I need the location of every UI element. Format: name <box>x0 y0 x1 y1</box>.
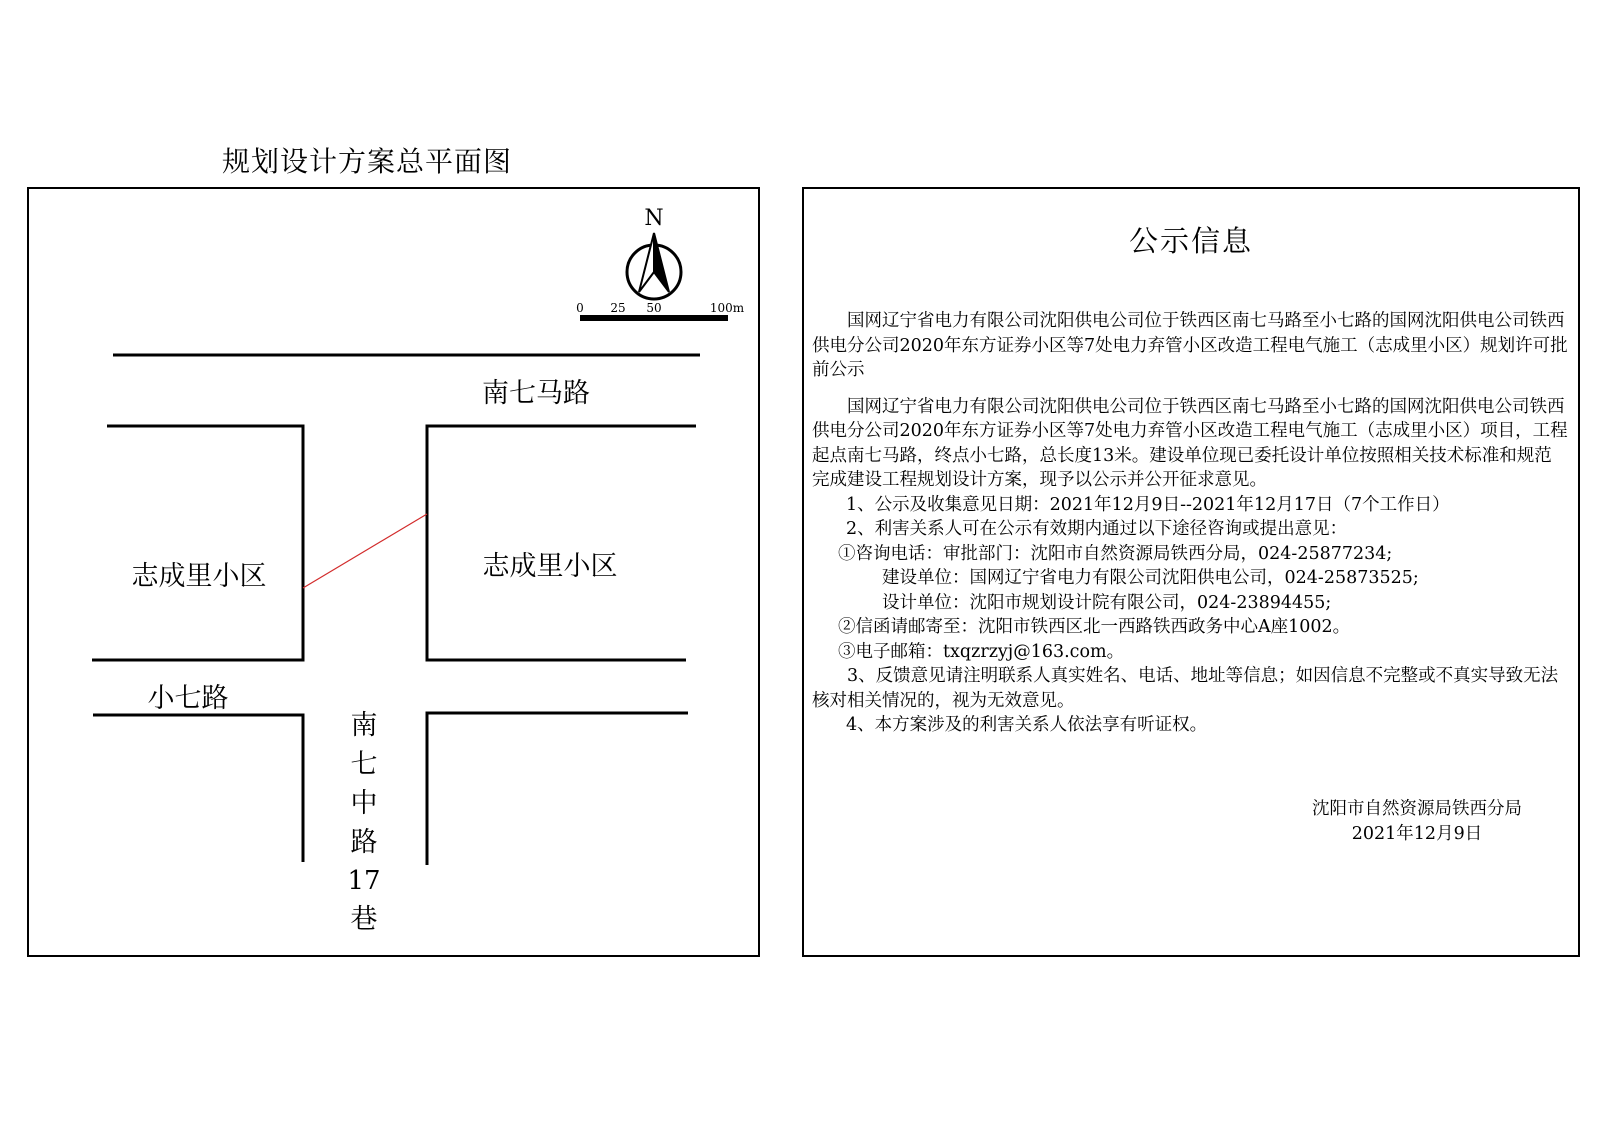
block-lower-right-outline <box>427 713 688 865</box>
notice-item-channels: 2、利害关系人可在公示有效期内通过以下途径咨询或提出意见： <box>846 519 1348 539</box>
label-nanqi-zhong-lane <box>347 710 380 935</box>
svg-text:路: 路 <box>350 827 378 858</box>
signature-org: 沈阳市自然资源局铁西分局 <box>1312 799 1522 819</box>
notice-signature <box>1312 797 1522 847</box>
scale-tick-50: 50 <box>646 301 662 315</box>
notice-item-hearing-right: 4、本方案涉及的利害关系人依法享有听证权。 <box>846 715 1208 735</box>
notice-description-paragraph: 国网辽宁省电力有限公司沈阳供电公司位于铁西区南七马路至小七路的国网沈阳供电公司铁西供电分公司2020年东方证券小区等7处电力弃管小区改造工程电气施工（志成里小区）项目，工程起点南七马路，终点小七路，总长度13米。建设单位现已委托设计单位按照相关技术标准和规范完成建设工程规划设计方案，现予以公示并公开征求意见。 <box>812 396 1568 490</box>
signature-date: 2021年12月9日 <box>1351 824 1483 844</box>
label-xiaoqi-road: 小七路 <box>147 683 229 714</box>
notice-item-phone-builder: 建设单位：国网辽宁省电力有限公司沈阳供电公司，024-25873525; <box>882 568 1419 588</box>
notice-item-phone-designer: 设计单位：沈阳市规划设计院有限公司，024-23894455; <box>882 592 1332 613</box>
svg-text:南: 南 <box>350 710 378 741</box>
block-lower-left-outline <box>93 715 303 862</box>
label-block-left: 志成里小区 <box>131 561 267 592</box>
svg-text:17: 17 <box>347 866 381 896</box>
map-title: 规划设计方案总平面图 <box>222 145 513 178</box>
svg-text:七: 七 <box>350 749 378 780</box>
notice-item-mail-address: ②信函请邮寄至：沈阳市铁西区北一西路铁西政务中心A座1002。 <box>838 617 1351 637</box>
route-line <box>303 514 427 588</box>
notice-item-feedback-rules: 3、反馈意见请注明联系人真实姓名、电话、地址等信息；如因信息不完整或不真实导致无法核对相关情况的，视为无效意见。 <box>812 666 1559 711</box>
svg-text:巷: 巷 <box>350 904 378 935</box>
north-label: N <box>644 206 664 231</box>
scale-tick-0: 0 <box>576 301 584 315</box>
road-edges <box>92 355 700 865</box>
svg-text:中: 中 <box>350 788 378 819</box>
scale-bar <box>576 301 745 318</box>
scale-tick-100m: 100m <box>709 301 745 315</box>
notice-body <box>812 309 1568 738</box>
site-plan-panel <box>27 187 760 957</box>
site-plan-map <box>29 189 758 955</box>
notice-panel <box>802 187 1580 957</box>
label-block-right: 志成里小区 <box>482 551 618 582</box>
notice-heading-paragraph: 国网辽宁省电力有限公司沈阳供电公司位于铁西区南七马路至小七路的国网沈阳供电公司铁西供电分公司2020年东方证券小区等7处电力弃管小区改造工程电气施工（志成里小区）规划许可批前公示 <box>812 311 1568 380</box>
north-arrow-icon <box>627 206 681 299</box>
notice-item-email: ③电子邮箱：txqzrzyj@163.com。 <box>838 641 1125 662</box>
notice-title: 公示信息 <box>1128 224 1253 258</box>
scale-tick-25: 25 <box>610 301 626 315</box>
block-right-outline <box>427 426 696 660</box>
block-left-outline <box>92 426 303 660</box>
notice-item-dates: 1、公示及收集意见日期：2021年12月9日--2021年12月17日（7个工作日） <box>846 494 1450 515</box>
label-nanqi-ma-road: 南七马路 <box>482 378 590 409</box>
notice-item-phone-approval: ①咨询电话：审批部门：沈阳市自然资源局铁西分局，024-25877234; <box>838 543 1393 564</box>
